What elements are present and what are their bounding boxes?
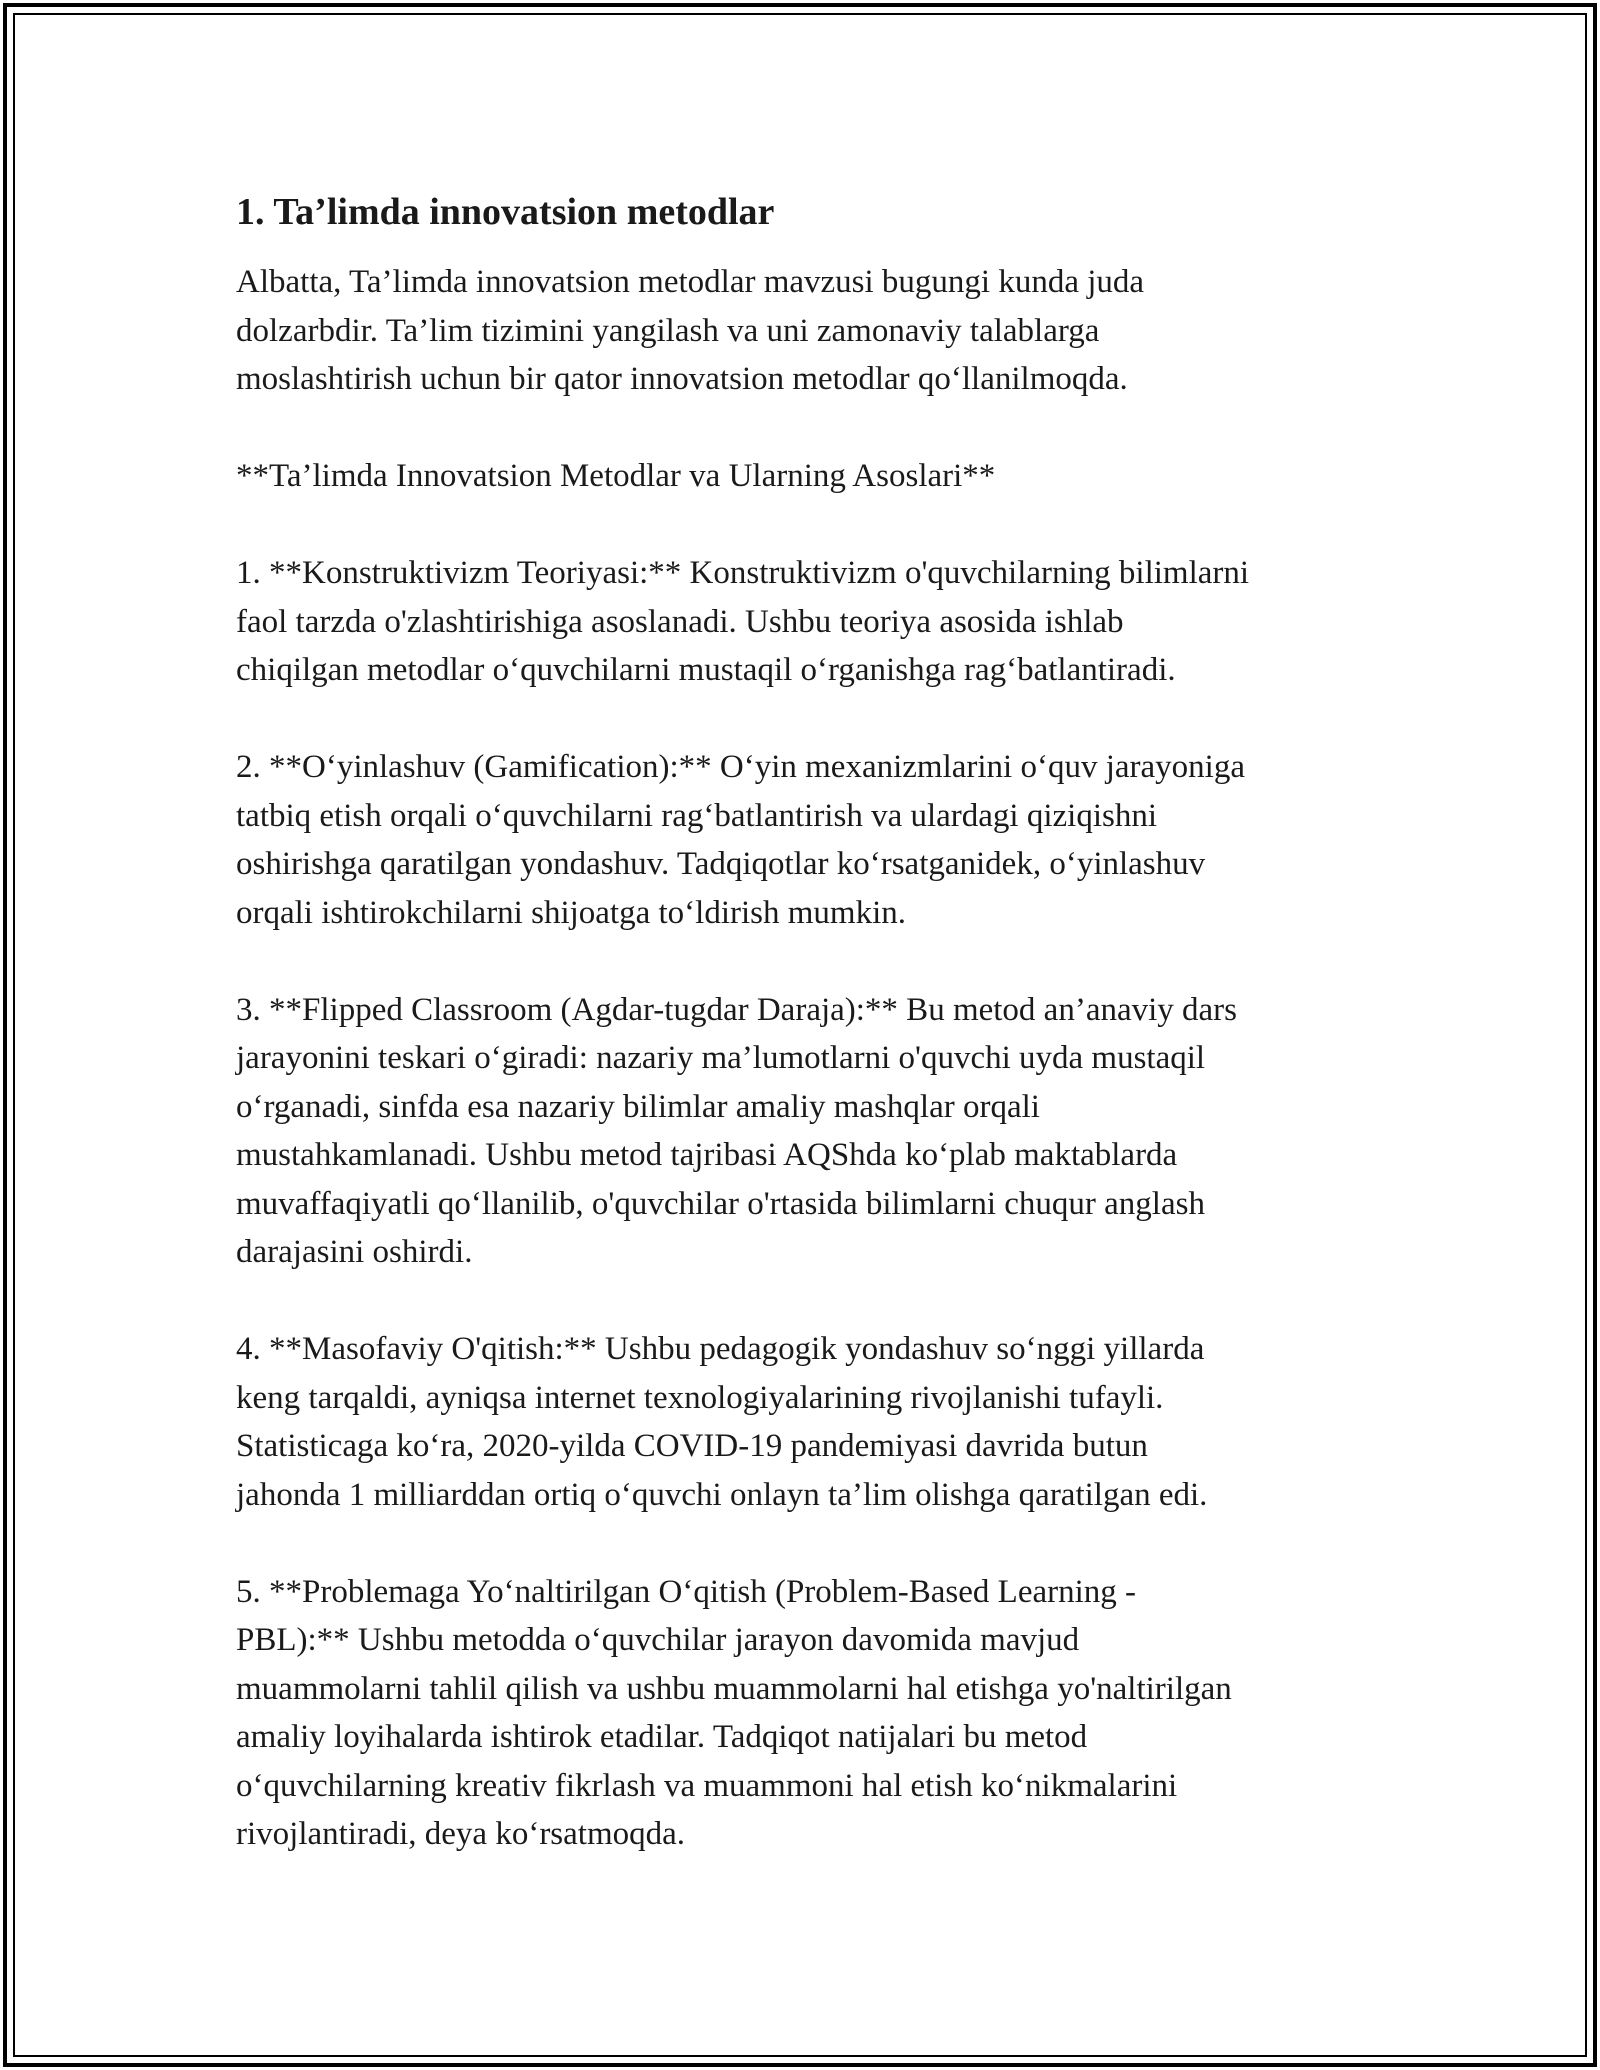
list-item-distance-learning: 4. **Masofaviy O'qitish:** Ushbu pedagogik yondashuv so‘nggi yillarda keng tarqaldi, ayniqsa internet texnologiyalarining rivojlanishi tufayli. Statisticaga ko‘ra, 2020-yilda COVID-19 pandemiyasi davrida butun jahonda 1 milliarddan ortiq o‘quvchi onlayn ta’lim olishga qaratilgan edi.	[236, 1331, 1208, 1513]
list-item-gamification: 2. **O‘yinlashuv (Gamification):** O‘yin mexanizmlarini o‘quv jarayoniga tatbiq etish orqali o‘quvchilarni rag‘batlantirish va ulardagi qiziqishni oshirishga qaratilgan yondashuv. Tadqiqotlar ko‘rsatganidek, o‘yinlashuv orqali ishtirokchilarni shijoatga to‘ldirish mumkin.	[236, 749, 1245, 931]
page-title: 1. Ta’limda innovatsion metodlar	[236, 191, 775, 233]
section-heading-paragraph: **Ta’limda Innovatsion Metodlar va Ularning Asoslari**	[236, 458, 996, 494]
list-item-constructivism: 1. **Konstruktivizm Teoriyasi:** Konstruktivizm o'quvchilarning bilimlarni faol tarzda o'zlashtirishiga asoslanadi. Ushbu teoriya asosida ishlab chiqilgan metodlar o‘quvchilarni mustaqil o‘rganishga rag‘batlantiradi.	[236, 555, 1250, 688]
list-item-problem-based-learning: 5. **Problemaga Yo‘naltirilgan O‘qitish (Problem-Based Learning - PBL):** Ushbu metodda o‘quvchilar jarayon davomida mavjud muammolarni tahlil qilish va ushbu muammolarni hal etishga yo'naltirilgan amaliy loyihalarda ishtirok etadilar. Tadqiqot natijalari bu metod o‘quvchilarning kreativ fikrlash va muammoni hal etish ko‘nikmalarini rivojlantiradi, deya ko‘rsatmoqda.	[236, 1573, 1232, 1852]
list-item-flipped-classroom: 3. **Flipped Classroom (Agdar-tugdar Daraja):** Bu metod an’anaviy dars jarayonini teskari o‘giradi: nazariy ma’lumotlarni o'quvchi uyda mustaqil o‘rganadi, sinfda esa nazariy bilimlar amaliy mashqlar orqali mustahkamlanadi. Ushbu metod tajribasi AQShda ko‘plab maktablarda muvaffaqiyatli qo‘llanilib, o'quvchilar o'rtasida bilimlarni chuqur anglash darajasini oshirdi.	[236, 991, 1238, 1270]
document-body	[236, 180, 1416, 1907]
intro-paragraph: Albatta, Ta’limda innovatsion metodlar mavzusi bugungi kunda juda dolzarbdir. Ta’lim tizimini yangilash va uni zamonaviy talablarga moslashtirish uchun bir qator innovatsion metodlar qo‘llanilmoqda.	[236, 264, 1145, 397]
